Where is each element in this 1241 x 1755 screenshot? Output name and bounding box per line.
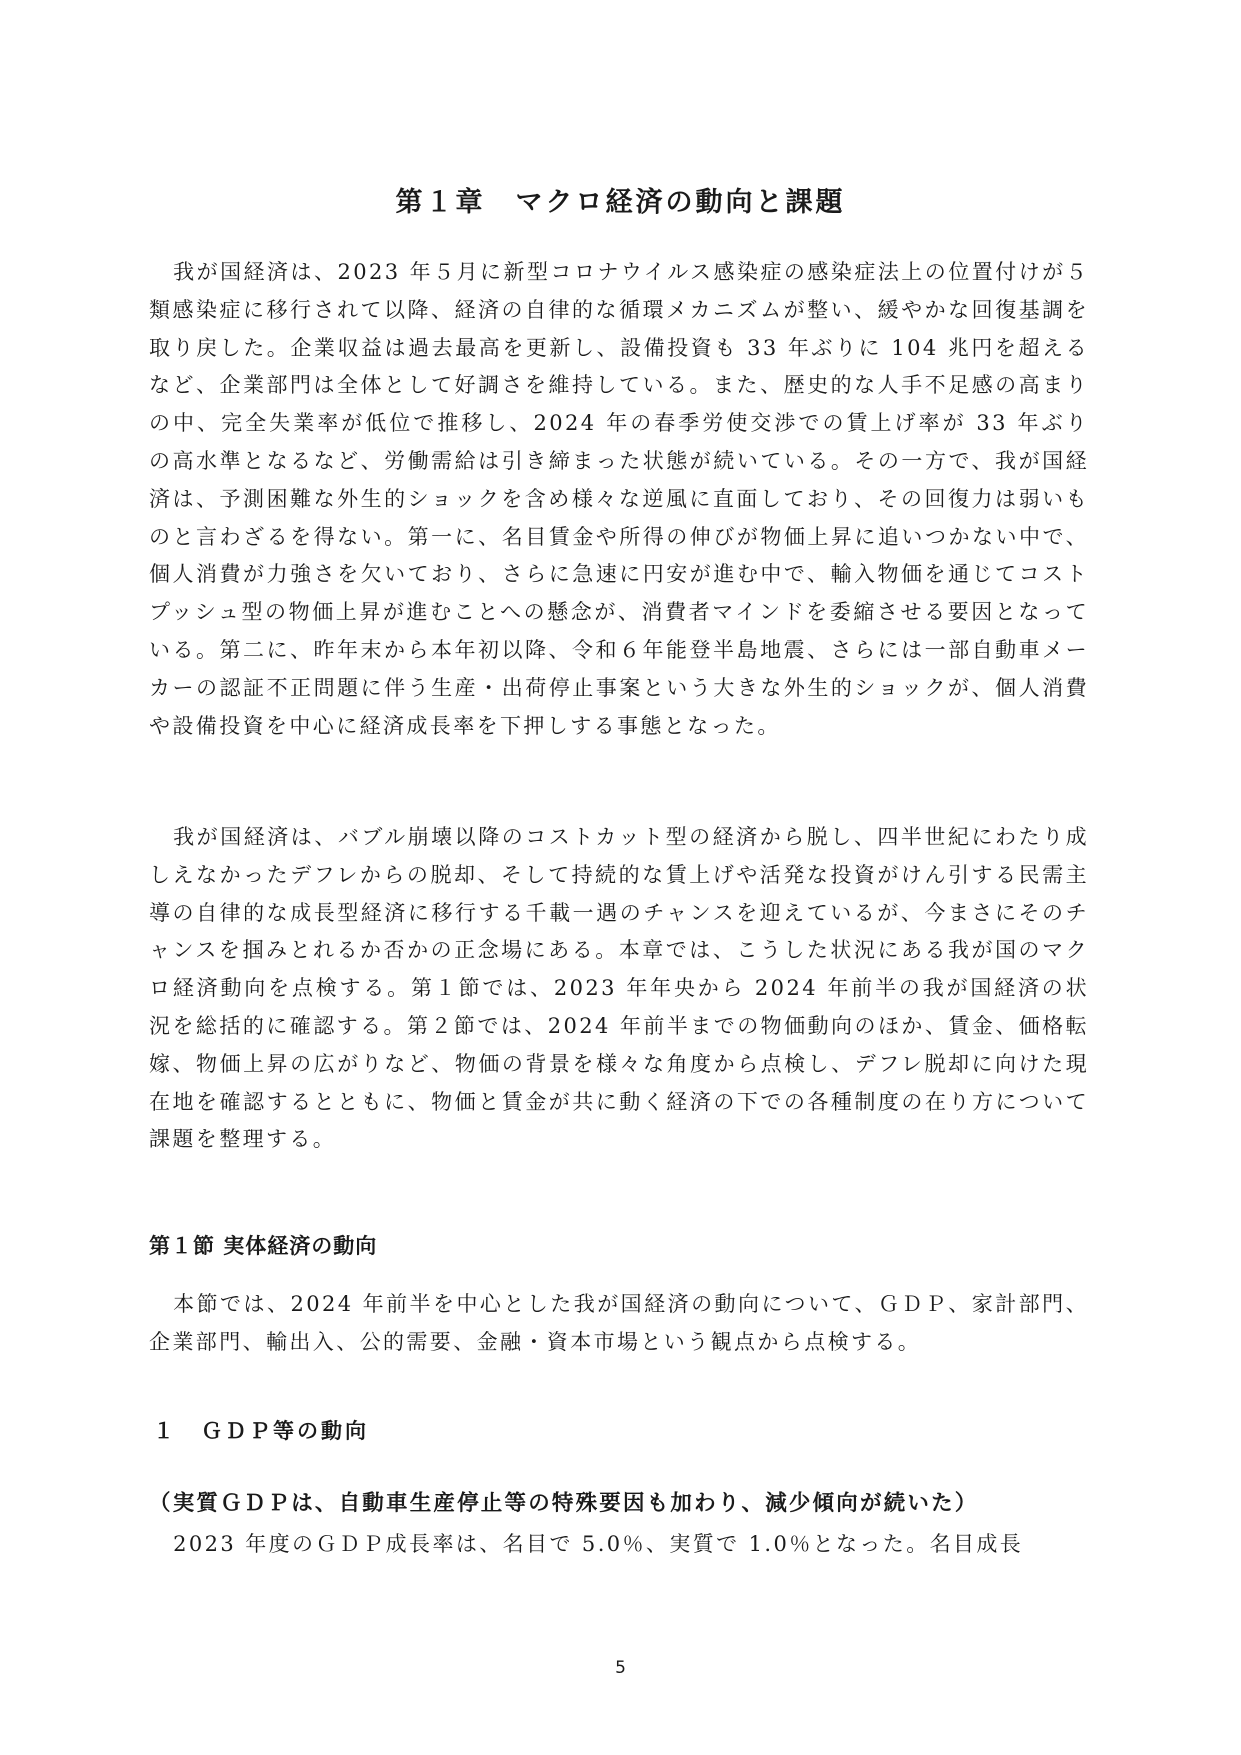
gdp-paragraph: 2023 年度のＧＤＰ成長率は、名目で 5.0％、実質で 1.0％となった。名目成長 <box>173 1532 1024 1556</box>
page-number: 5 <box>615 1658 626 1678</box>
intro-paragraph-2: 我が国経済は、バブル崩壊以降のコストカット型の経済から脱し、四半世紀にわたり成しえなかったデフレからの脱却、そして持続的な賃上げや活発な投資がけん引する民需主導の自律的な成長型経済に移行する千載一遇のチャンスを迎えているが、今まさにそのチャンスを掴みとれるか否かの正念場にある。本章では、こうした状況にある我が国のマクロ経済動向を点検する。第１節では、2023 年年央から 2024 年前半の我が国経済の状況を総括的に確認する。第２節では、2024 年前半までの物価動向のほか、賃金、価格転嫁、物価上昇の広がりなど、物価の背景を様々な角度から点検し、デフレ脱却に向けた現在地を確認するとともに、物価と賃金が共に動く経済の下での各種制度の在り方について課題を整理する。 <box>149 825 1089 1152</box>
topic-heading: （実質ＧＤＰは、自動車生産停止等の特殊要因も加わり、減少傾向が続いた） <box>149 1491 979 1516</box>
section-paragraph: 本節では、2024 年前半を中心とした我が国経済の動向について、ＧＤＰ、家計部門、企業部門、輸出入、公的需要、金融・資本市場という観点から点検する。 <box>149 1292 1089 1354</box>
subsection-number: １ <box>153 1419 177 1443</box>
subsection-heading <box>153 1415 369 1445</box>
chapter-title: 第１章 マクロ経済の動向と課題 <box>395 187 846 218</box>
section-heading: 第１節 実体経済の動向 <box>149 1234 378 1258</box>
subsection-title: ＧＤＰ等の動向 <box>201 1419 369 1443</box>
intro-paragraph-1: 我が国経済は、2023 年５月に新型コロナウイルス感染症の感染症法上の位置付けが５類感染症に移行されて以降、経済の自律的な循環メカニズムが整い、緩やかな回復基調を取り戻した。企業収益は過去最高を更新し、設備投資も 33 年ぶりに 104 兆円を超えるなど、企業部門は全体として好調さを維持している。また、歴史的な人手不足感の高まりの中、完全失業率が低位で推移し、2024 年の春季労使交渉での賃上げ率が 33 年ぶりの高水準となるなど、労働需給は引き締まった状態が続いている。その一方で、我が国経済は、予測困難な外生的ショックを含め様々な逆風に直面しており、その回復力は弱いものと言わざるを得ない。第一に、名目賃金や所得の伸びが物価上昇に追いつかない中で、個人消費が力強さを欠いており、さらに急速に円安が進む中で、輸入物価を通じてコストプッシュ型の物価上昇が進むことへの懸念が、消費者マインドを委縮させる要因となっている。第二に、昨年末から本年初以降、令和６年能登半島地震、さらには一部自動車メーカーの認証不正問題に伴う生産・出荷停止事案という大きな外生的ショックが、個人消費や設備投資を中心に経済成長率を下押しする事態となった。 <box>149 260 1089 738</box>
